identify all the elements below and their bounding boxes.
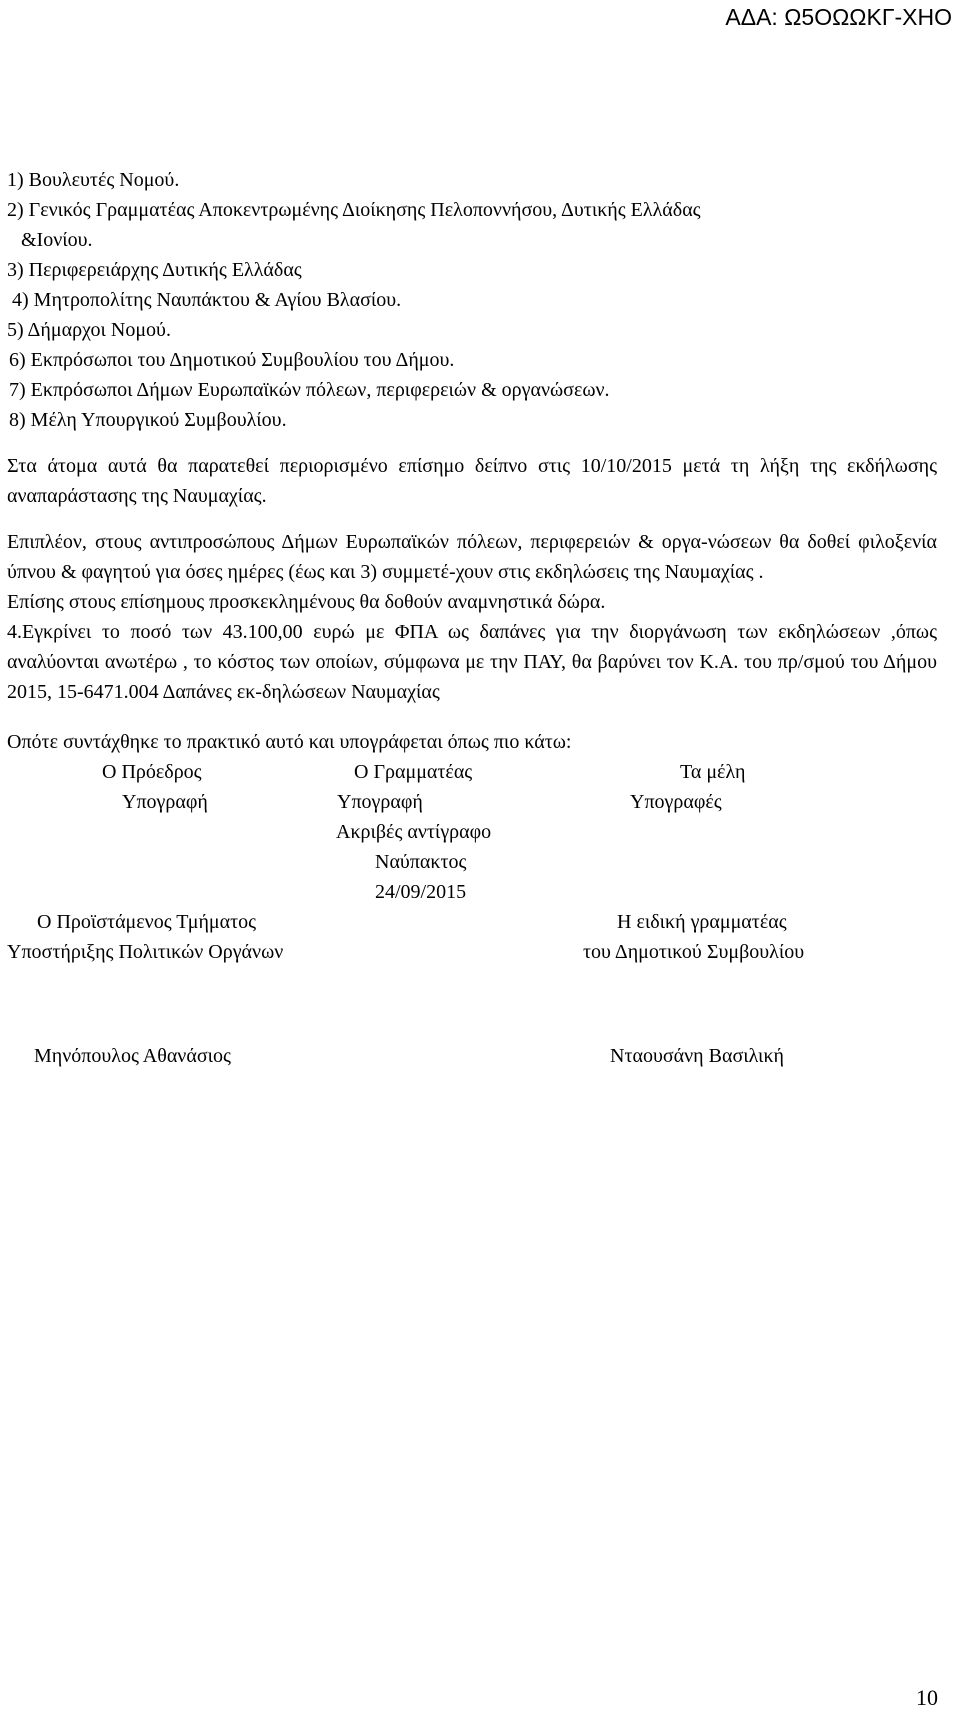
secretary-title: Ο Γραμματέας — [354, 761, 473, 783]
head-title-line-2: Υποστήριξης Πολιτικών Οργάνων — [7, 941, 284, 963]
list-item: 8) Μέλη Υπουργικού Συμβουλίου. — [9, 409, 287, 431]
signatory-titles-row — [7, 757, 937, 787]
special-secretary-name: Νταουσάνη Βασιλική — [610, 1045, 784, 1067]
signature-row — [7, 787, 937, 817]
list-item: 2) Γενικός Γραμματέας Αποκεντρωμένης Διοίκησης Πελοποννήσου, Δυτικής Ελλάδας — [7, 199, 701, 221]
list-item: 6) Εκπρόσωποι του Δημοτικού Συμβουλίου του Δήμου. — [9, 349, 455, 371]
gifts-paragraph: Επίσης στους επίσημους προσκεκλημένους θα δοθούν αναμνηστικά δώρα. — [7, 591, 606, 613]
president-title: Ο Πρόεδρος — [102, 761, 202, 783]
members-title: Τα μέλη — [680, 761, 746, 783]
place-row — [7, 847, 937, 877]
place-label: Ναύπακτος — [375, 851, 467, 873]
official-titles-row — [7, 907, 937, 937]
true-copy-label: Ακριβές αντίγραφο — [336, 821, 492, 843]
recipients-list — [7, 165, 937, 435]
list-item: 1) Βουλευτές Νομού. — [7, 169, 180, 191]
president-signature: Υπογραφή — [122, 791, 208, 813]
closing-statement: Οπότε συντάχθηκε το πρακτικό αυτό και υπογράφεται όπως πιο κάτω: — [7, 731, 572, 753]
date-row — [7, 877, 937, 907]
list-item: &Ιονίου. — [21, 229, 93, 251]
approval-paragraph: 4.Εγκρίνει το ποσό των 43.100,00 ευρώ με ΦΠΑ ως δαπάνες για την διοργάνωση των εκδηλώσεων ,όπως αναλύονται ανωτέρω , το κόστος των οποίων, σύμφωνα με την ΠΑΥ, θα βαρύνει τον Κ.Α. του πρ/σμού του Δήμου 2015, 15-6471.004 Δαπάνες εκ-δηλώσεων Ναυμαχίας — [7, 621, 937, 703]
dinner-paragraph: Στα άτομα αυτά θα παρατεθεί περιορισμένο επίσημο δείπνο στις 10/10/2015 μετά τη λήξη της εκδήλωσης αναπαράστασης της Ναυμαχίας. — [7, 455, 937, 507]
head-title-line-1: Ο Προϊστάμενος Τμήματος — [37, 911, 257, 933]
hospitality-paragraph: Επιπλέον, στους αντιπροσώπους Δήμων Ευρωπαϊκών πόλεων, περιφερειών & οργα-νώσεων θα δοθεί φιλοξενία ύπνου & φαγητού για όσες ημέρες (έως και 3) συμμετέ-χουν στις εκδηλώσεις της Ναυμαχίας . — [7, 531, 937, 583]
list-item: 5) Δήμαρχοι Νομού. — [7, 319, 171, 341]
page-number: 10 — [916, 1685, 938, 1710]
official-names-row — [7, 1041, 937, 1071]
list-item: 3) Περιφερειάρχης Δυτικής Ελλάδας — [7, 259, 302, 281]
special-secretary-title-line-2: του Δημοτικού Συμβουλίου — [583, 941, 805, 963]
members-signature: Υπογραφές — [630, 791, 722, 813]
document-body — [7, 165, 937, 1071]
special-secretary-title-line-1: Η ειδική γραμματέας — [617, 911, 787, 933]
true-copy-row — [7, 817, 937, 847]
official-titles-row-2 — [7, 937, 937, 967]
document-code: ΑΔΑ: Ω5ΟΩΩΚΓ-ΧΗΟ — [725, 4, 952, 30]
list-item: 7) Εκπρόσωποι Δήμων Ευρωπαϊκών πόλεων, περιφερειών & οργανώσεων. — [9, 379, 610, 401]
list-item: 4) Μητροπολίτης Ναυπάκτου & Αγίου Βλασίου. — [12, 289, 402, 311]
date-label: 24/09/2015 — [375, 881, 467, 903]
head-name: Μηνόπουλος Αθανάσιος — [34, 1045, 231, 1067]
secretary-signature: Υπογραφή — [337, 791, 423, 813]
